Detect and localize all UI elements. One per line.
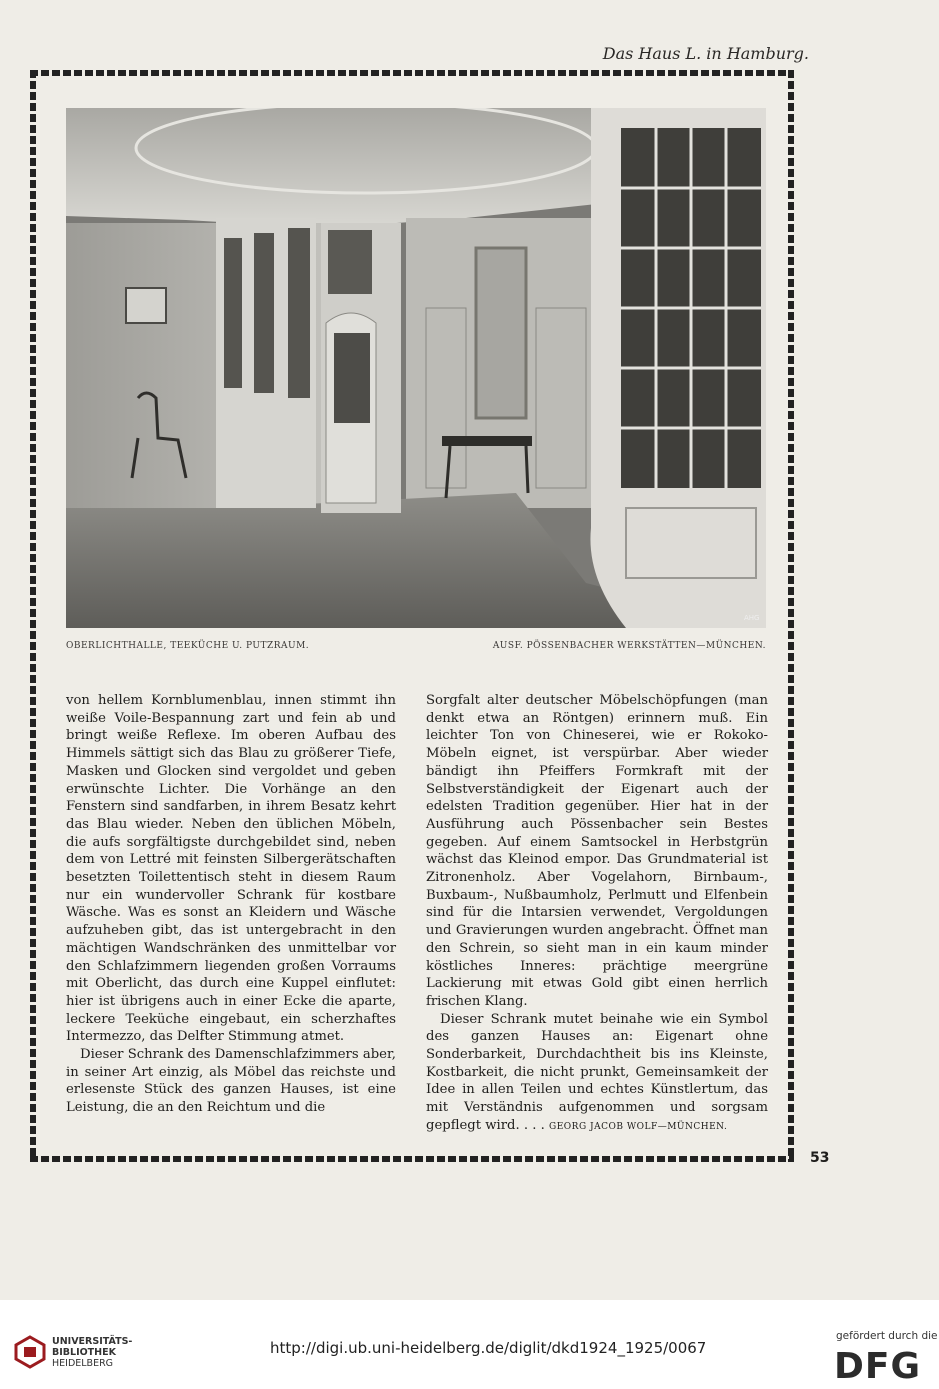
right-paragraph-2-text: Dieser Schrank mutet beinahe wie ein Symbol des ganzen Hauses an: Eigenart ohne Sonderbarkeit, Durchdachtheit bis ins Kleinste, Kostbarkeit, die nicht prunkt, Gemeinsamkeit der Idee in allen Teilen und echtes Künstlertum, das mit Verständnis aufgenommen und sorgsam gepflegt wird. . . . — [426, 1011, 768, 1133]
interior-photograph — [66, 108, 766, 628]
permalink-url[interactable]: http://digi.ub.uni-heidelberg.de/diglit/dkd1924_1925/0067 — [270, 1339, 707, 1357]
figure-caption-left: OBERLICHTHALLE, TEEKÜCHE U. PUTZRAUM. — [66, 641, 310, 651]
right-paragraph-2 — [426, 1011, 768, 1137]
library-line-3: HEIDELBERG — [52, 1358, 114, 1369]
right-text-column — [426, 692, 768, 1137]
figure-caption-right: AUSF. PÖSSENBACHER WERKSTÄTTEN—MÜNCHEN. — [492, 641, 766, 651]
dfg-logo-text: DFG — [834, 1346, 922, 1382]
left-paragraph-2: Dieser Schrank des Damenschlafzimmers aber, in seiner Art einzig, als Möbel das reichste und erlesenste Stück des ganzen Hauses, ist eine Leistung, die an den Reichtum und die — [66, 1047, 396, 1116]
running-title: Das Haus L. in Hamburg. — [602, 44, 809, 63]
left-text-column — [66, 692, 396, 1117]
university-library-name — [52, 1336, 132, 1369]
article-author: GEORG JACOB WOLF—MÜNCHEN. — [549, 1121, 728, 1132]
library-line-1: UNIVERSITÄTS- — [52, 1336, 133, 1347]
university-seal-icon — [14, 1335, 46, 1373]
left-paragraph-1: von hellem Kornblumenblau, innen stimmt ihn weiße Voile-Bespannung zart und fein ab und bringt weiße Reflexe. Im oberen Aufbau des Himmels sättigt sich das Blau zu größerer Tiefe, Masken und Glocken sind vergoldet und geben erwünschte Lichter. Die Vorhänge an den Fenstern sind sandfarben, in ihrem Besatz kehrt das Blau wieder. Neben den üblichen Möbeln, die aufs sorgfältigste durchgebildet sind, neben dem von Lettré mit feinsten Silbergerätschaften besetzten Toilettentisch steht in diesem Raum nur ein wundervoller Schrank für kostbare Wäsche. Was es sonst an Kleidern und Wäsche aufzuheben gibt, das ist untergebracht in den mächtigen Wandschränken des unmittelbar vor den Schlafzimmern liegenden großen Vorraums mit Oberlicht, das durch eine Kuppel einflutet: hier ist übrigens auch in einer Ecke die aparte, leckere Teeküche eingebaut, ein scherzhaftes Intermezzo, das Delfter Stimmung atmet. — [66, 693, 396, 1045]
dfg-logo — [834, 1346, 926, 1386]
page-number: 53 — [810, 1150, 830, 1166]
library-line-2: BIBLIOTHEK — [52, 1347, 116, 1358]
funding-label: gefördert durch die — [836, 1330, 938, 1342]
right-paragraph-1: Sorgfalt alter deutscher Möbelschöpfungen (man denkt etwa an Röntgen) erinnern muß. Ein leichter Ton von Chineserei, wie er Rokoko-Möbeln eignet, ist verspürbar. Aber wieder bändigt ihn Pfeiffers Formkraft mit der Selbstverständigkeit der Eigenart auch der edelsten Tradition gegenüber. Hier hat in der Ausführung auch Pössenbacher sein Bestes gegeben. Auf einem Samtsockel in Herbstgrün wächst das Kleinod empor. Das Grundmaterial ist Zitronenholz. Aber Vogelahorn, Birnbaum-, Buxbaum-, Nußbaumholz, Perlmutt und Elfenbein sind für die Intarsien verwendet, Vergoldungen und Gravierungen wurden angebracht. Öffnet man den Schrein, so sieht man in ein kaum minder köstliches Inneres: prächtige meergrüne Lackierung mit etwas Gold gibt einen herrlich frischen Klang. — [426, 693, 768, 1009]
photo-monogram: AHG — [744, 614, 760, 622]
